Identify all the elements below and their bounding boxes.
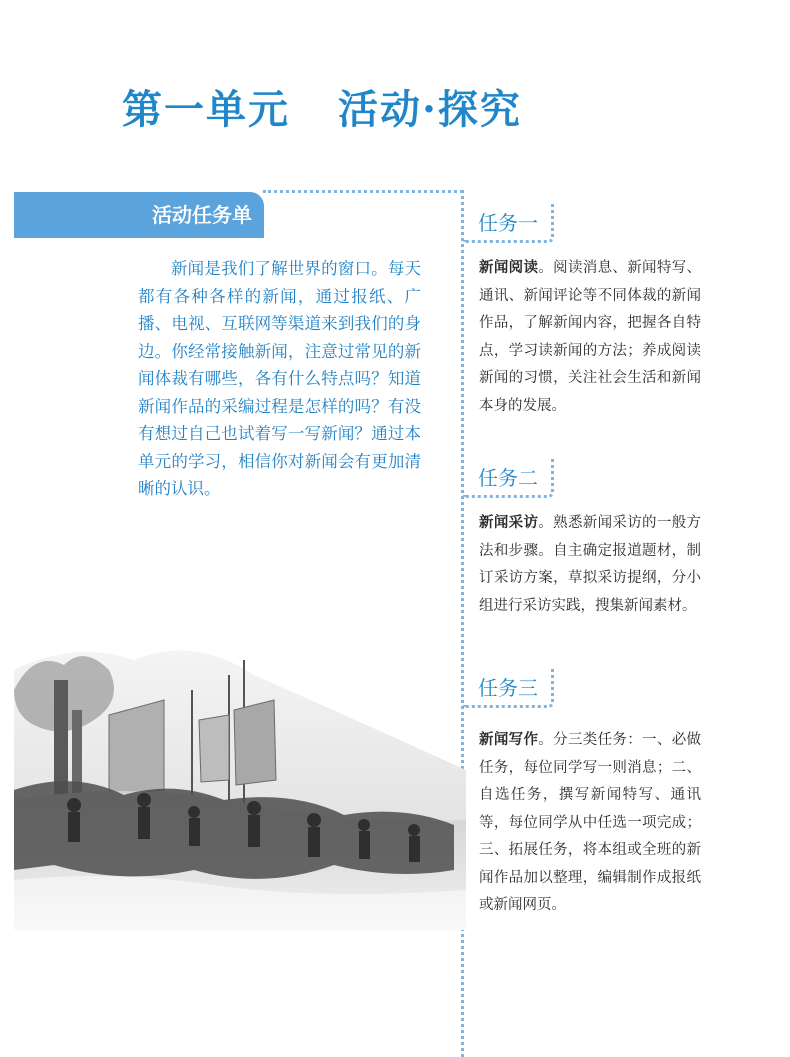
task-1-description	[479, 255, 701, 420]
task-2-description	[479, 510, 701, 620]
unit-title	[122, 78, 522, 135]
task-3-description	[479, 727, 701, 920]
task-3-label	[463, 669, 554, 708]
task-list-banner	[14, 192, 264, 238]
task-3-label-text: 任务三	[478, 676, 538, 700]
task-2-label-text: 任务二	[478, 466, 538, 490]
task-1-label	[463, 204, 554, 243]
unit-number: 第一单元	[122, 86, 290, 133]
task-3-body: 。分三类任务：一、必做任务，每位同学写一则消息；二、自选任务，撰写新闻特写、通讯等，每位同学从中任选一项完成；三、拓展任务，将本组或全班的新闻作品加以整理，编辑制作成报纸或新闻网页。	[479, 732, 702, 913]
battle-scene-illustration	[14, 630, 466, 930]
task-2-label	[463, 459, 554, 498]
task-3-keyword: 新闻写作	[479, 732, 539, 748]
task-2-body: 。熟悉新闻采访的一般方法和步骤。自主确定报道题材，制订采访方案，草拟采访提纲，分小组进行采访实践，搜集新闻素材。	[479, 515, 702, 614]
dotted-divider-horizontal	[263, 190, 463, 193]
task-2-keyword: 新闻采访	[479, 515, 539, 531]
unit-theme: 活动·探究	[338, 86, 522, 133]
task-1-label-text: 任务一	[478, 211, 538, 235]
intro-paragraph: 新闻是我们了解世界的窗口。每天都有各种各样的新闻，通过报纸、广播、电视、互联网等渠道来到我们的身边。你经常接触新闻，注意过常见的新闻体裁有哪些，各有什么特点吗？知道新闻作品的采编过程是怎样的吗？有没有想过自己也试着写一写新闻？通过本单元的学习，相信你对新闻会有更加清晰的认识。	[138, 259, 421, 498]
task-1-body: 。阅读消息、新闻特写、通讯、新闻评论等不同体裁的新闻作品，了解新闻内容，把握各自特点，学习读新闻的方法；养成阅读新闻的习惯，关注社会生活和新闻本身的发展。	[479, 260, 702, 414]
task-1-keyword: 新闻阅读	[479, 260, 539, 276]
task-list-banner-label: 活动任务单	[152, 203, 252, 227]
